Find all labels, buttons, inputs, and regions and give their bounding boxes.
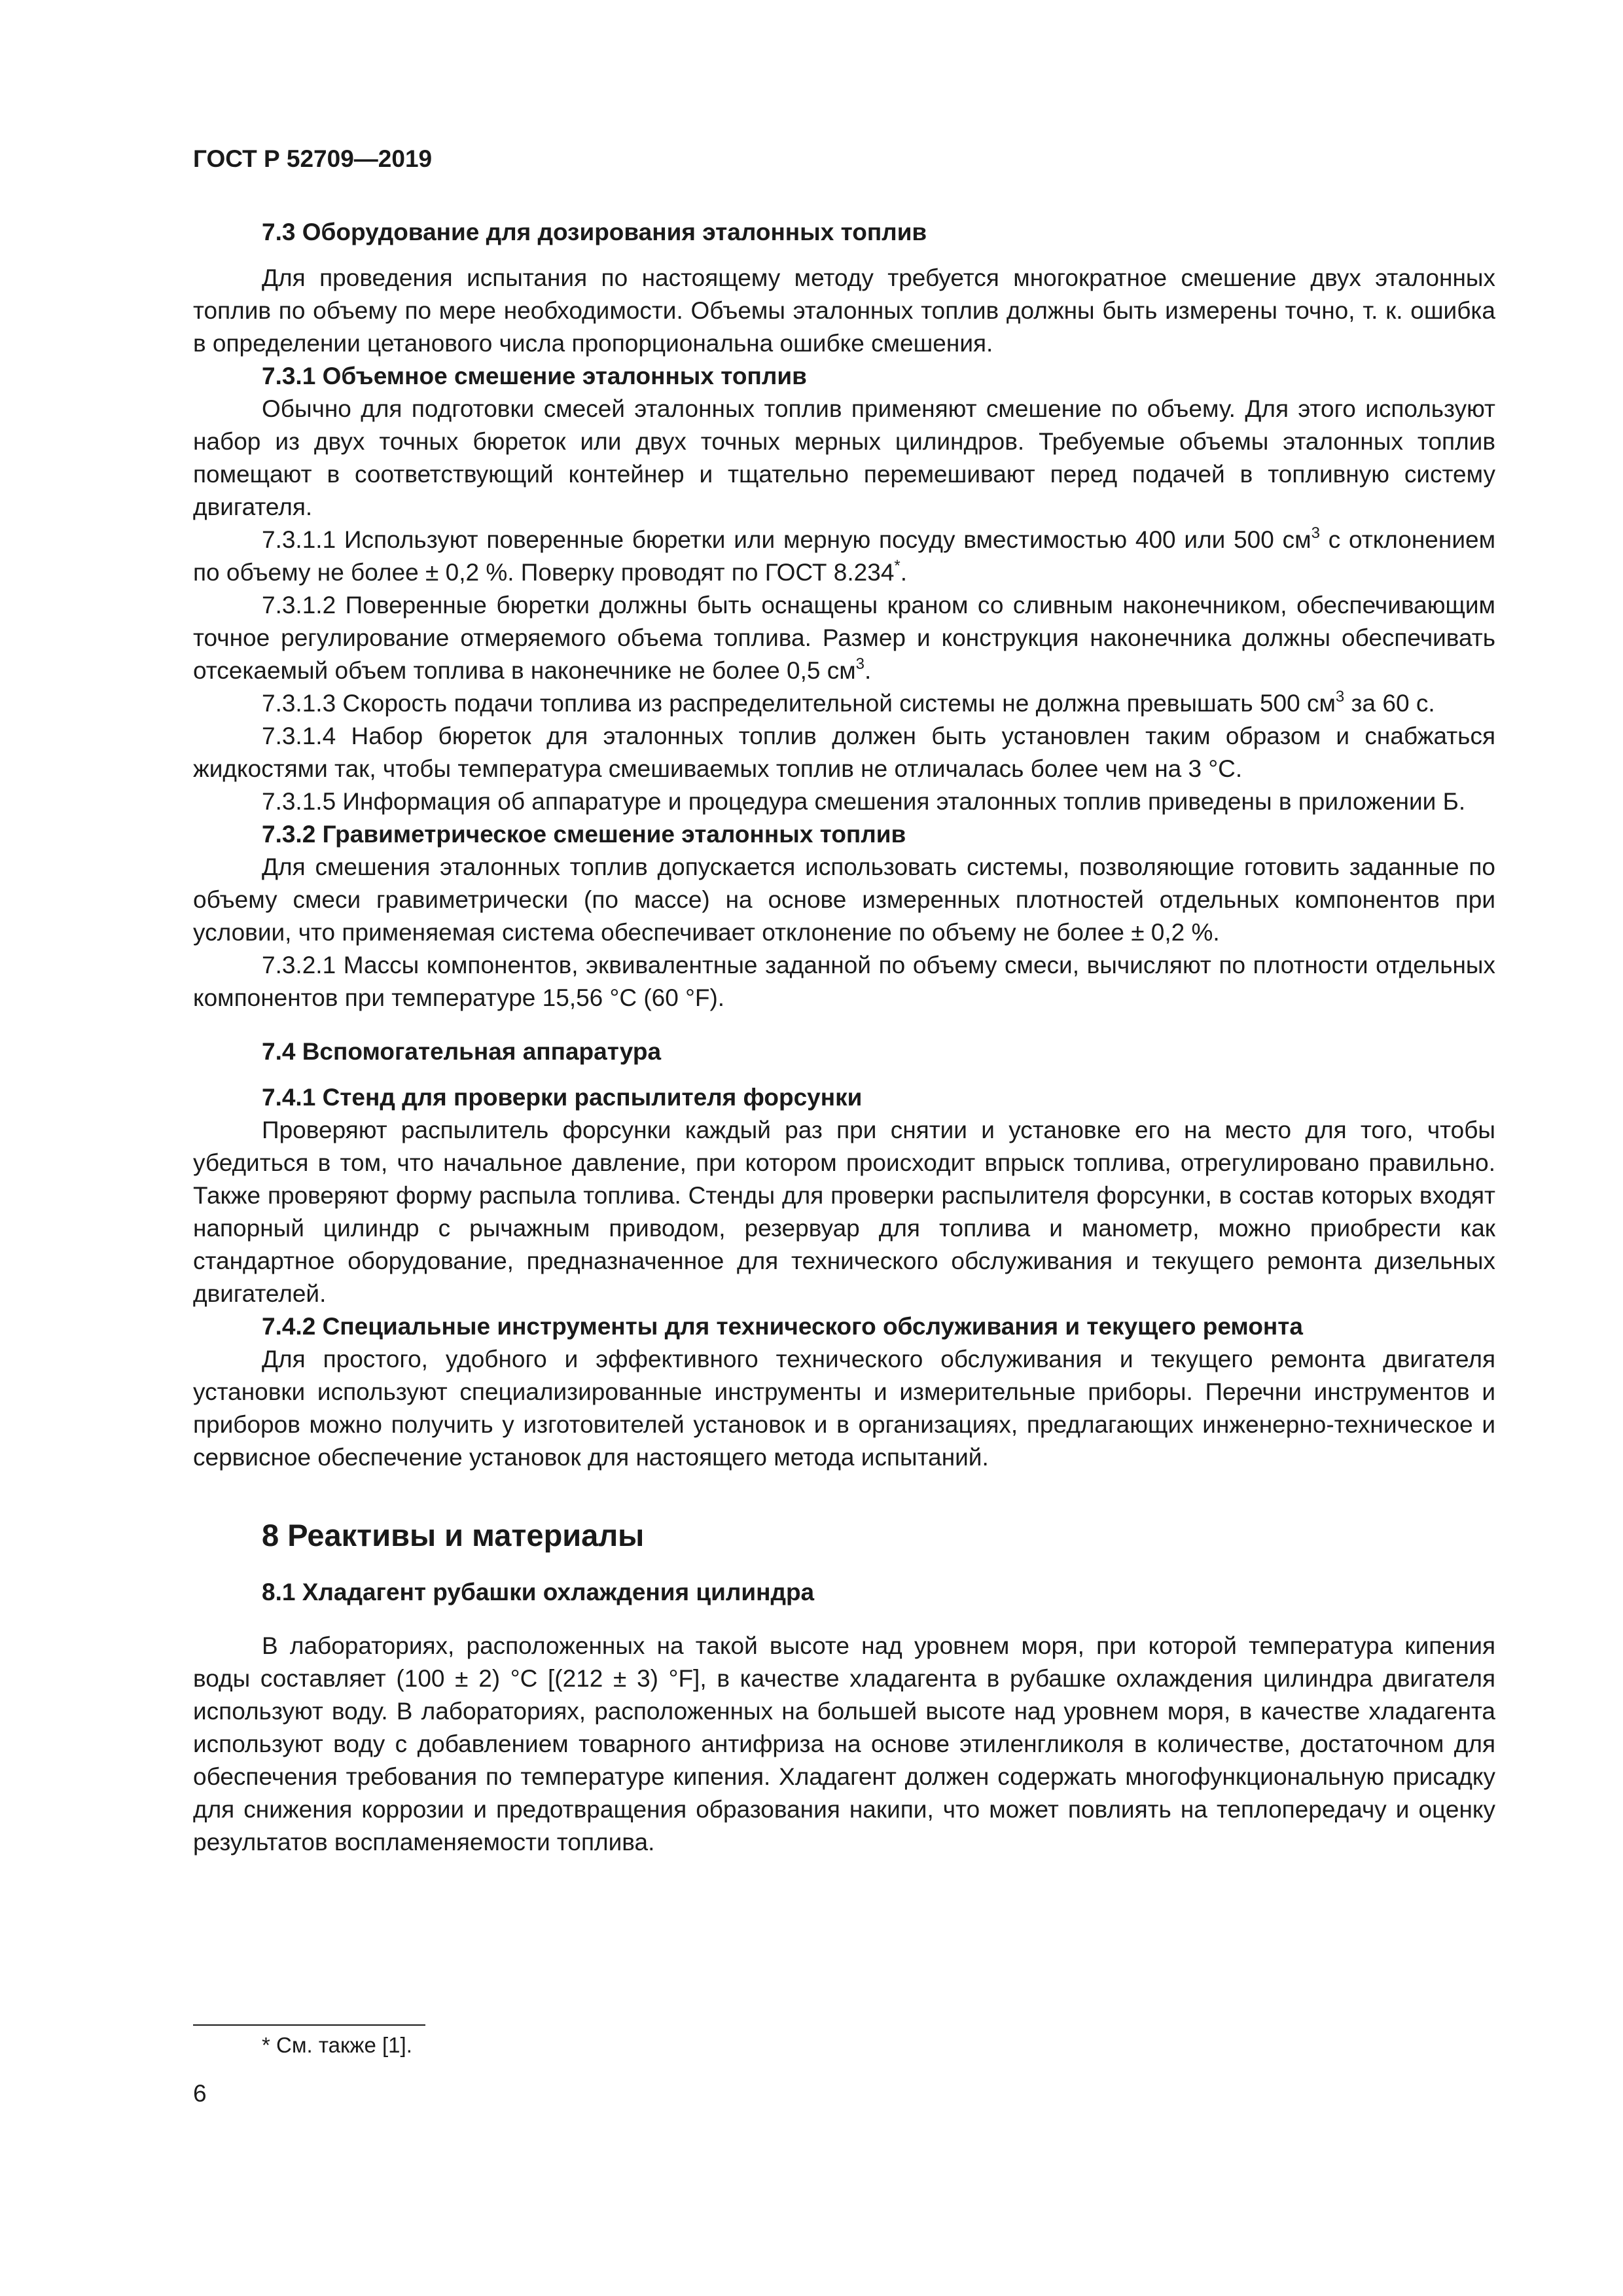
- page-number: 6: [193, 2080, 207, 2107]
- clause-7-3-1-1-text-c: .: [900, 559, 908, 586]
- superscript-cube: 3: [1335, 687, 1345, 706]
- clause-7-3-1-1-text-a: 7.3.1.1 Используют поверенные бюретки или мерную посуду вместимостью 400 или 500 см: [262, 526, 1311, 553]
- section-7-3-2-heading: 7.3.2 Гравиметрическое смешение эталонных топлив: [262, 821, 906, 848]
- clause-7-3-1-1: [193, 524, 1495, 589]
- section-7-3-1-heading: 7.3.1 Объемное смешение эталонных топлив: [262, 363, 807, 389]
- section-7-3-2-paragraph: Для смешения эталонных топлив допускается использовать системы, позволяющие готовить заданные по объему смеси гравиметрически (по массе) на основе измеренных плотностей отдельных компонентов при условии, что применяемая система обеспечивает отклонение по объему не более ± 0,2 %.: [193, 853, 1495, 946]
- clause-7-3-1-5: 7.3.1.5 Информация об аппаратуре и процедура смешения эталонных топлив приведены в приложении Б.: [262, 788, 1466, 815]
- clause-7-3-1-2: [193, 589, 1495, 687]
- section-7-4-heading: 7.4 Вспомогательная аппаратура: [262, 1038, 662, 1065]
- section-8-1-paragraph: В лабораториях, расположенных на такой высоте над уровнем моря, при которой температура кипения воды составляет (100 ± 2) °C [(212 ± 3) °F], в качестве хладагента в рубашке охлаждения цилиндра двигателя используют воду. В лабораториях, расположенных на большей высоте над уровнем моря, в качестве хладагента используют воду с добавлением товарного антифриза на основе этиленгликоля в количестве, достаточном для обеспечения требования по температуре кипения. Хладагент должен содержать многофункциональную присадку для снижения коррозии и предотвращения образования накипи, что может повлиять на теплопередачу и оценку результатов воспламеняемости топлива.: [193, 1632, 1495, 1856]
- footnote-divider: [193, 2024, 425, 2026]
- section-7-3-1-paragraph: Обычно для подготовки смесей эталонных топлив применяют смешение по объему. Для этого используют набор из двух точных бюреток или двух точных мерных цилиндров. Требуемые объемы эталонных топлив помещают в соответствующий контейнер и тщательно перемешивают перед подачей в топливную систему двигателя.: [193, 395, 1495, 520]
- footnote-text: * См. также [1].: [262, 2033, 412, 2057]
- section-8-1-heading: 8.1 Хладагент рубашки охлаждения цилиндра: [262, 1579, 815, 1605]
- clause-7-3-1-4: 7.3.1.4 Набор бюреток для эталонных топлив должен быть установлен таким образом и снабжаться жидкостями так, чтобы температура смешиваемых топлив не отличалась более чем на 3 °C.: [193, 723, 1495, 782]
- clause-7-3-2-1: 7.3.2.1 Массы компонентов, эквивалентные заданной по объему смеси, вычисляют по плотности отдельных компонентов при температуре 15,56 °C (60 °F).: [193, 952, 1495, 1011]
- section-7-4-2-heading: 7.4.2 Специальные инструменты для технического обслуживания и текущего ремонта: [262, 1313, 1303, 1340]
- footnote-marker[interactable]: *: [894, 556, 901, 575]
- section-7-4-1-paragraph: Проверяют распылитель форсунки каждый раз при снятии и установке его на место для того, чтобы убедиться в том, что начальное давление, при котором происходит впрыск топлива, отрегулировано правильно. Также проверяют форму распыла топлива. Стенды для проверки распылителя форсунки, в состав которых входят напорный цилиндр с рычажным приводом, резервуар для топлива и манометр, можно приобрести как стандартное оборудование, предназначенное для технического обслуживания и текущего ремонта дизельных двигателей.: [193, 1117, 1495, 1307]
- clause-7-3-1-1-text-b: с отклонением по объему не более ± 0,2 %. Поверку проводят по ГОСТ 8.234: [193, 526, 1496, 586]
- clause-7-3-1-3-text-a: 7.3.1.3 Скорость подачи топлива из распределительной системы не должна превышать 500 см: [262, 690, 1336, 717]
- standard-code: ГОСТ Р 52709—2019: [193, 145, 433, 172]
- page-body: [193, 216, 1495, 1859]
- superscript-cube: 3: [1311, 524, 1320, 542]
- section-8-heading: 8 Реактивы и материалы: [262, 1518, 645, 1552]
- section-7-3-paragraph: Для проведения испытания по настоящему методу требуется многократное смешение двух эталонных топлив по объему по мере необходимости. Объемы эталонных топлив должны быть измерены точно, т. к. ошибка в определении цетанового числа пропорциональна ошибке смешения.: [193, 264, 1495, 357]
- clause-7-3-1-2-text-b: .: [865, 657, 872, 684]
- section-7-4-2-paragraph: Для простого, удобного и эффективного технического обслуживания и текущего ремонта двигателя установки используют специализированные инструменты и измерительные приборы. Перечни инструментов и приборов можно получить у изготовителей установок и в организациях, предлагающих инженерно-техническое и сервисное обеспечение установок для настоящего метода испытаний.: [193, 1346, 1495, 1471]
- superscript-cube: 3: [855, 655, 865, 673]
- clause-7-3-1-2-text-a: 7.3.1.2 Поверенные бюретки должны быть оснащены краном со сливным наконечником, обеспечивающим точное регулирование отмеряемого объема топлива. Размер и конструкция наконечника должны обеспечивать отсекаемый объем топлива в наконечнике не более 0,5 см: [193, 592, 1495, 684]
- section-7-3-heading: 7.3 Оборудование для дозирования эталонных топлив: [262, 219, 927, 245]
- section-7-4-1-heading: 7.4.1 Стенд для проверки распылителя форсунки: [262, 1084, 863, 1111]
- clause-7-3-1-3-text-b: за 60 с.: [1344, 690, 1435, 717]
- clause-7-3-1-3: [193, 687, 1495, 720]
